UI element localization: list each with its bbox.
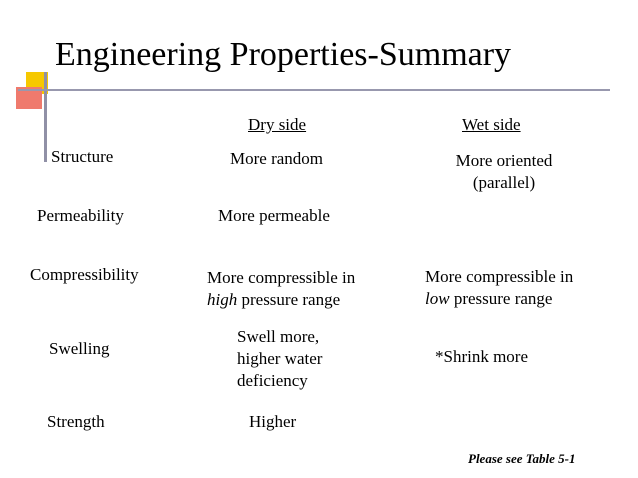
slide-title: Engineering Properties-Summary xyxy=(55,36,512,73)
swelling-dry-line-1: Swell more, xyxy=(237,327,320,346)
compressibility-dry-value xyxy=(207,267,355,311)
compressibility-wet-line-1: More compressible in xyxy=(425,267,574,286)
swelling-wet-value: *Shrink more xyxy=(435,347,529,366)
compressibility-dry-emphasis: high xyxy=(207,290,238,309)
structure-wet-value xyxy=(454,150,554,194)
swelling-dry-value xyxy=(237,326,322,392)
compressibility-wet-value xyxy=(425,266,573,310)
header-wet-side: Wet side xyxy=(462,115,521,134)
structure-wet-line-1: More oriented xyxy=(455,151,553,170)
header-dry-side: Dry side xyxy=(248,115,307,134)
row-label-structure: Structure xyxy=(51,147,114,166)
compressibility-wet-rest: pressure range xyxy=(449,289,553,308)
strength-dry-value: Higher xyxy=(249,412,297,431)
table-reference-note: Please see Table 5-1 xyxy=(468,451,576,466)
structure-dry-value: More random xyxy=(230,149,324,168)
compressibility-wet-line-2 xyxy=(425,288,573,310)
structure-wet-line-2: (parallel) xyxy=(472,173,536,192)
row-label-compressibility: Compressibility xyxy=(30,265,139,284)
row-label-swelling: Swelling xyxy=(49,339,110,358)
title-underline-rule xyxy=(18,89,610,91)
row-label-permeability: Permeability xyxy=(37,206,124,225)
swelling-dry-line-3: deficiency xyxy=(237,371,308,390)
compressibility-wet-emphasis: low xyxy=(425,289,450,308)
swelling-dry-line-2: higher water xyxy=(237,349,323,368)
row-label-strength: Strength xyxy=(47,412,105,431)
compressibility-dry-line-2 xyxy=(207,289,355,311)
permeability-dry-value: More permeable xyxy=(218,206,330,225)
compressibility-dry-rest: pressure range xyxy=(237,290,341,309)
compressibility-dry-line-1: More compressible in xyxy=(207,268,356,287)
logo-vertical-rule xyxy=(44,72,47,162)
